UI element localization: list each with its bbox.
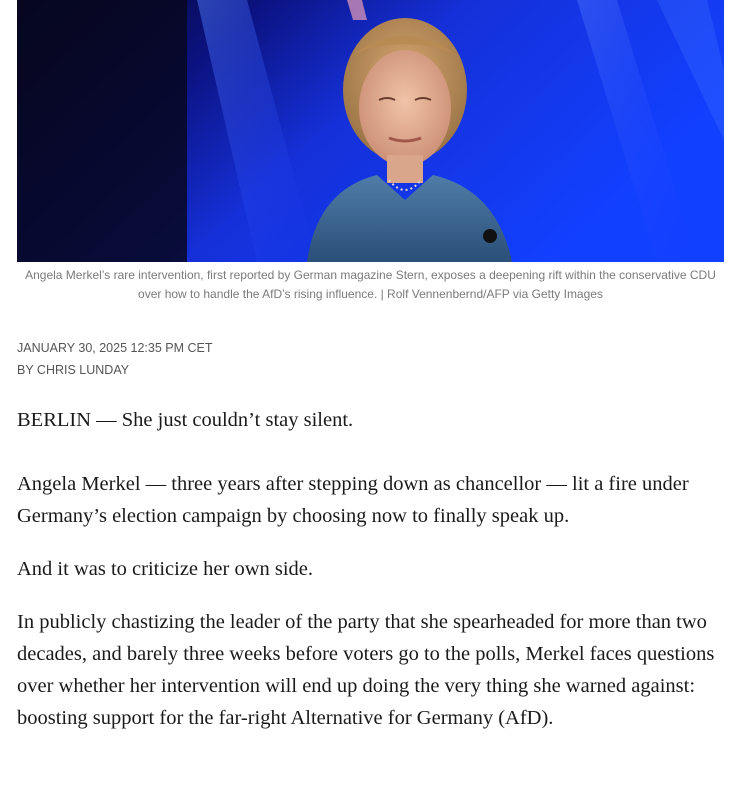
article-paragraph: BERLIN — She just couldn’t stay silent. — [17, 409, 354, 431]
photo-caption: Angela Merkel’s rare intervention, first reported by German magazine Stern, exposes a deepening rift within the conservative CDU over how to handle the AfD’s rising influence. | Rolf Vennenbernd/AFP via Getty Images — [25, 268, 716, 301]
article-body — [17, 404, 729, 734]
article-paragraph: In publicly chastizing the leader of the party that she spearheaded for more than two decades, and barely three weeks before voters go to the polls, Merkel faces questions over whether her intervention will end up doing the very thing she warned against: boosting support for the far-right Alternative for Germany (AfD). — [17, 611, 715, 729]
merkel-photo-illustration — [17, 0, 724, 262]
article-paragraph: Angela Merkel — three years after stepping down as chancellor — lit a fire under Germany’s election campaign by choosing now to finally speak up. — [17, 473, 689, 527]
hero-photo — [17, 0, 724, 262]
article-paragraph: And it was to criticize her own side. — [17, 558, 314, 580]
publish-date: JANUARY 30, 2025 12:35 PM CET — [17, 341, 213, 355]
byline: BY CHRIS LUNDAY — [17, 363, 130, 377]
